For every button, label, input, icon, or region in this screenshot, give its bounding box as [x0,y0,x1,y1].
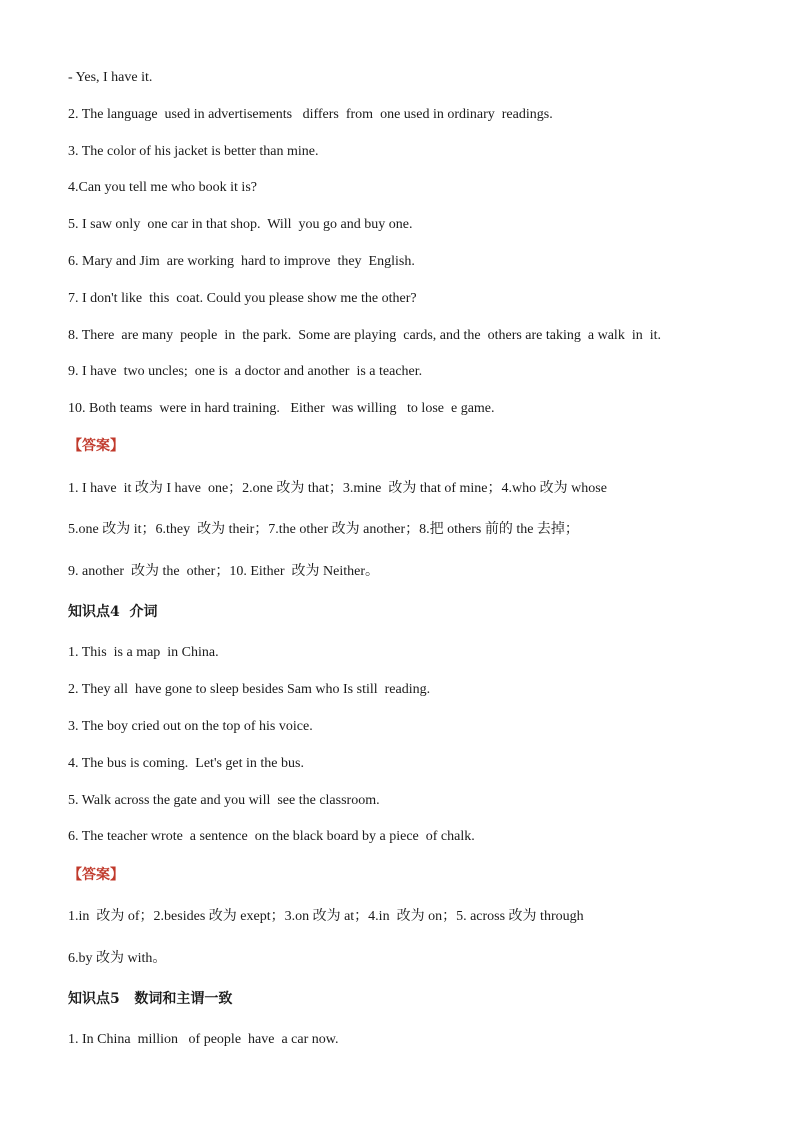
exercise-line: 8. There are many people in the park. Some are playing cards, and the others are taking a walk in it. [68,328,661,343]
section-heading: 知识点4 介词 [68,604,158,620]
exercise-line: 2. The language used in advertisements differs from one used in ordinary readings. [68,107,553,122]
answer-line: 5.one 改为 it；6.they 改为 their；7.the other 改为 another；8.把 others 前的 the 去掉； [68,522,579,537]
exercise-line: 6. Mary and Jim are working hard to improve they English. [68,254,415,269]
answer-label: 【答案】 [68,867,124,883]
section-heading: 知识点5 数词和主谓一致 [68,991,233,1007]
exercise-line: 5. Walk across the gate and you will see the classroom. [68,793,380,808]
exercise-line: 4. The bus is coming. Let's get in the bus. [68,756,304,771]
exercise-line: 7. I don't like this coat. Could you please show me the other? [68,291,417,306]
answer-line: 1.in 改为 of；2.besides 改为 exept；3.on 改为 at；4.in 改为 on；5. across 改为 through [68,909,584,924]
answer-line: 6.by 改为 with。 [68,951,167,966]
exercise-line: - Yes, I have it. [68,70,153,85]
answer-label: 【答案】 [68,438,124,454]
exercise-line: 1. This is a map in China. [68,645,219,660]
answer-line: 9. another 改为 the other；10. Either 改为 Neither。 [68,564,380,579]
exercise-line: 1. In China million of people have a car now. [68,1032,339,1047]
exercise-line: 3. The boy cried out on the top of his voice. [68,719,313,734]
exercise-line: 4.Can you tell me who book it is? [68,180,257,195]
exercise-line: 6. The teacher wrote a sentence on the black board by a piece of chalk. [68,829,475,844]
exercise-line: 5. I saw only one car in that shop. Will you go and buy one. [68,217,413,232]
exercise-line: 10. Both teams were in hard training. Either was willing to lose e game. [68,401,495,416]
exercise-line: 2. They all have gone to sleep besides Sam who Is still reading. [68,682,431,697]
answer-line: 1. I have it 改为 I have one；2.one 改为 that；3.mine 改为 that of mine；4.who 改为 whose [68,481,607,496]
exercise-line: 3. The color of his jacket is better than mine. [68,144,319,159]
exercise-line: 9. I have two uncles; one is a doctor and another is a teacher. [68,364,423,379]
